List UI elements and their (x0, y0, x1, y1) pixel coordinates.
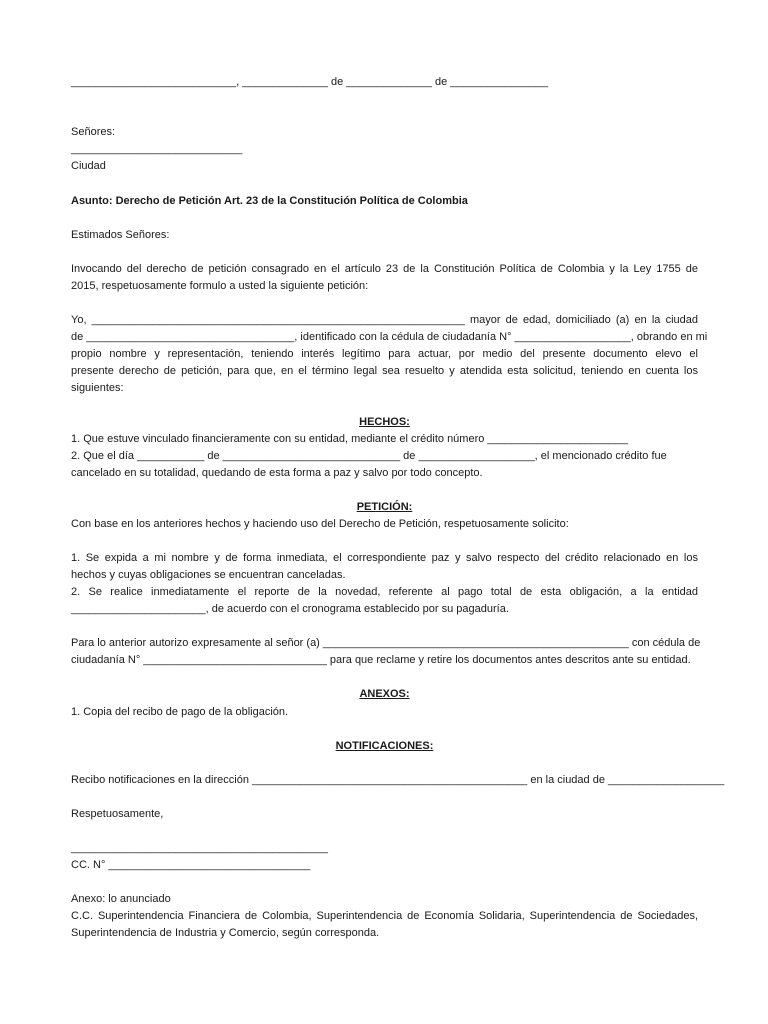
intro-line: Invocando del derecho de petición consagrado en el artículo 23 de la Constitución Política de Colombia y la Ley 1755 de (71, 263, 698, 275)
anexo-note: Anexo: lo anunciado (71, 893, 171, 905)
anexos-item: 1. Copia del recibo de pago de la obligación. (71, 706, 289, 718)
peticion-item: 2. Se realice inmediatamente el reporte de la novedad, referente al pago total de esta obligación, a la entidad (71, 586, 698, 598)
greeting: Estimados Señores: (71, 229, 170, 241)
date-line: ___________________________, ______________ de ______________ de ________________ (71, 76, 549, 88)
declaration-line: presente derecho de petición, para que, en el término legal sea resuelto y atendida esta solicitud, teniendo en cuenta los (71, 365, 698, 377)
notificaciones-heading: NOTIFICACIONES: (335, 740, 434, 752)
hechos-item: cancelado en su totalidad, quedando de esta forma a paz y salvo por todo concepto. (71, 467, 483, 479)
intro-line: 2015, respetuosamente formulo a usted la siguiente petición: (71, 280, 369, 292)
declaration-line: Yo, _____________________________________________________________ mayor de edad, domiciliado (a) en la ciudad (71, 314, 698, 326)
signature-line: __________________________________________ (71, 842, 328, 854)
anexos-heading: ANEXOS: (359, 688, 410, 700)
farewell: Respetuosamente, (71, 808, 164, 820)
copy-recipients-line: C.C. Superintendencia Financiera de Colombia, Superintendencia de Economía Solidaria, Superintendencia de Sociedades, (71, 910, 698, 922)
declaration-line: propio nombre y representación, teniendo interés legítimo para actuar, por medio del presente documento elevo el (71, 348, 698, 360)
cc-number-line: CC. N° _________________________________ (71, 859, 311, 871)
notificaciones-line: Recibo notificaciones en la dirección _____________________________________________ en la ciudad de ___________________ (71, 774, 725, 786)
peticion-item: ______________________, de acuerdo con el cronograma establecido por su pagaduría. (71, 603, 509, 615)
hechos-item: 1. Que estuve vinculado financieramente con su entidad, mediante el crédito número _______________________ (71, 433, 629, 445)
salutation: Señores: (71, 126, 116, 138)
hechos-heading: HECHOS: (359, 416, 410, 428)
recipient-city: Ciudad (71, 160, 106, 172)
recipient-name-line: ____________________________ (71, 143, 243, 155)
peticion-item: hechos y cuyas obligaciones se encuentran canceladas. (71, 569, 346, 581)
autorizacion-line: Para lo anterior autorizo expresamente al señor (a) __________________________________________________ con cédula de (71, 637, 701, 649)
subject-line: Asunto: Derecho de Petición Art. 23 de la Constitución Política de Colombia (71, 195, 468, 207)
autorizacion-line: ciudadanía N° ______________________________ para que reclame y retire los documentos antes descritos ante su entidad. (71, 654, 691, 666)
peticion-intro: Con base en los anteriores hechos y haciendo uso del Derecho de Petición, respetuosamente solicito: (71, 518, 569, 530)
peticion-heading: PETICIÓN: (356, 501, 413, 513)
peticion-item: 1. Se expida a mi nombre y de forma inmediata, el correspondiente paz y salvo respecto del crédito relacionado en los (71, 552, 698, 564)
declaration-line: de __________________________________, identificado con la cédula de ciudadanía N° ___________________, obrando en mi (71, 331, 708, 343)
declaration-line: siguientes: (71, 382, 124, 394)
copy-recipients-line: Superintendencia de Industria y Comercio, según corresponda. (71, 927, 380, 939)
hechos-item: 2. Que el día ___________ de _____________________________ de ___________________, el mencionado crédito fue (71, 450, 667, 462)
